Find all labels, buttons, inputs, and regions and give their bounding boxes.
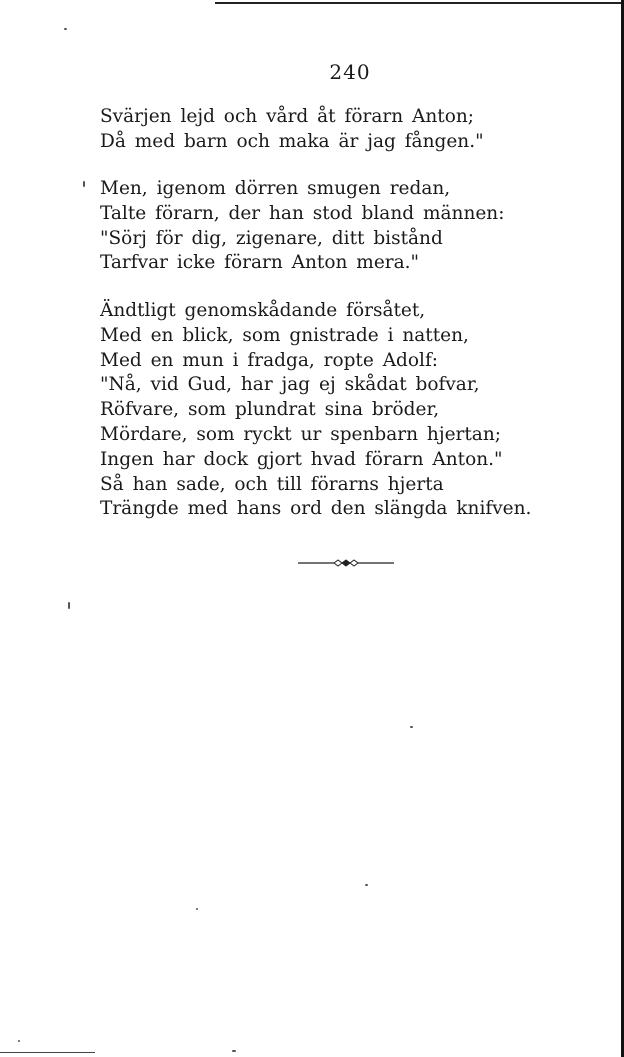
paper-speck xyxy=(18,1040,20,1042)
verse-line: "Nå, vid Gud, har jag ej skådat bofvar, xyxy=(100,374,480,396)
verse-line: Trängde med hans ord den slängda knifven. xyxy=(100,498,532,520)
paper-speck xyxy=(64,28,67,30)
stanza-3 xyxy=(100,299,531,522)
paper-speck xyxy=(83,181,85,187)
page-number: 240 xyxy=(329,60,371,84)
stanza-2 xyxy=(100,177,504,276)
verse-line: Med en blick, som gnistrade i natten, xyxy=(100,324,469,346)
end-ornament-icon xyxy=(298,558,394,568)
verse-line: Ingen har dock gjort hvad förarn Anton." xyxy=(100,448,503,470)
page-bottom-edge-rule xyxy=(0,1052,95,1053)
verse-line: Svärjen lejd och vård åt förarn Anton; xyxy=(100,106,474,127)
stanza-1 xyxy=(100,105,484,155)
verse-line: Men, igenom dörren smugen redan, xyxy=(100,178,451,199)
verse-line: Talte förarn, der han stod bland männen: xyxy=(100,202,505,224)
verse-line: Med en mun i fradga, ropte Adolf: xyxy=(100,349,439,371)
verse-line: Så han sade, och till förarns hjerta xyxy=(100,473,444,495)
verse-line: Mördare, som ryckt ur spenbarn hjertan; xyxy=(100,423,501,445)
paper-speck xyxy=(196,908,198,910)
paper-speck xyxy=(68,602,70,609)
paper-speck xyxy=(232,1050,236,1052)
verse-line: Ändtligt genomskådande försåtet, xyxy=(100,300,426,321)
verse-line: "Sörj för dig, zigenare, ditt bistånd xyxy=(100,227,443,249)
paper-speck xyxy=(410,726,413,728)
verse-line: Då med barn och maka är jag fången." xyxy=(100,130,484,152)
page-top-edge-rule xyxy=(215,2,624,4)
verse-line: Röfvare, som plundrat sina bröder, xyxy=(100,399,440,421)
verse-line: Tarfvar icke förarn Anton mera." xyxy=(100,252,420,274)
paper-speck xyxy=(365,884,368,886)
